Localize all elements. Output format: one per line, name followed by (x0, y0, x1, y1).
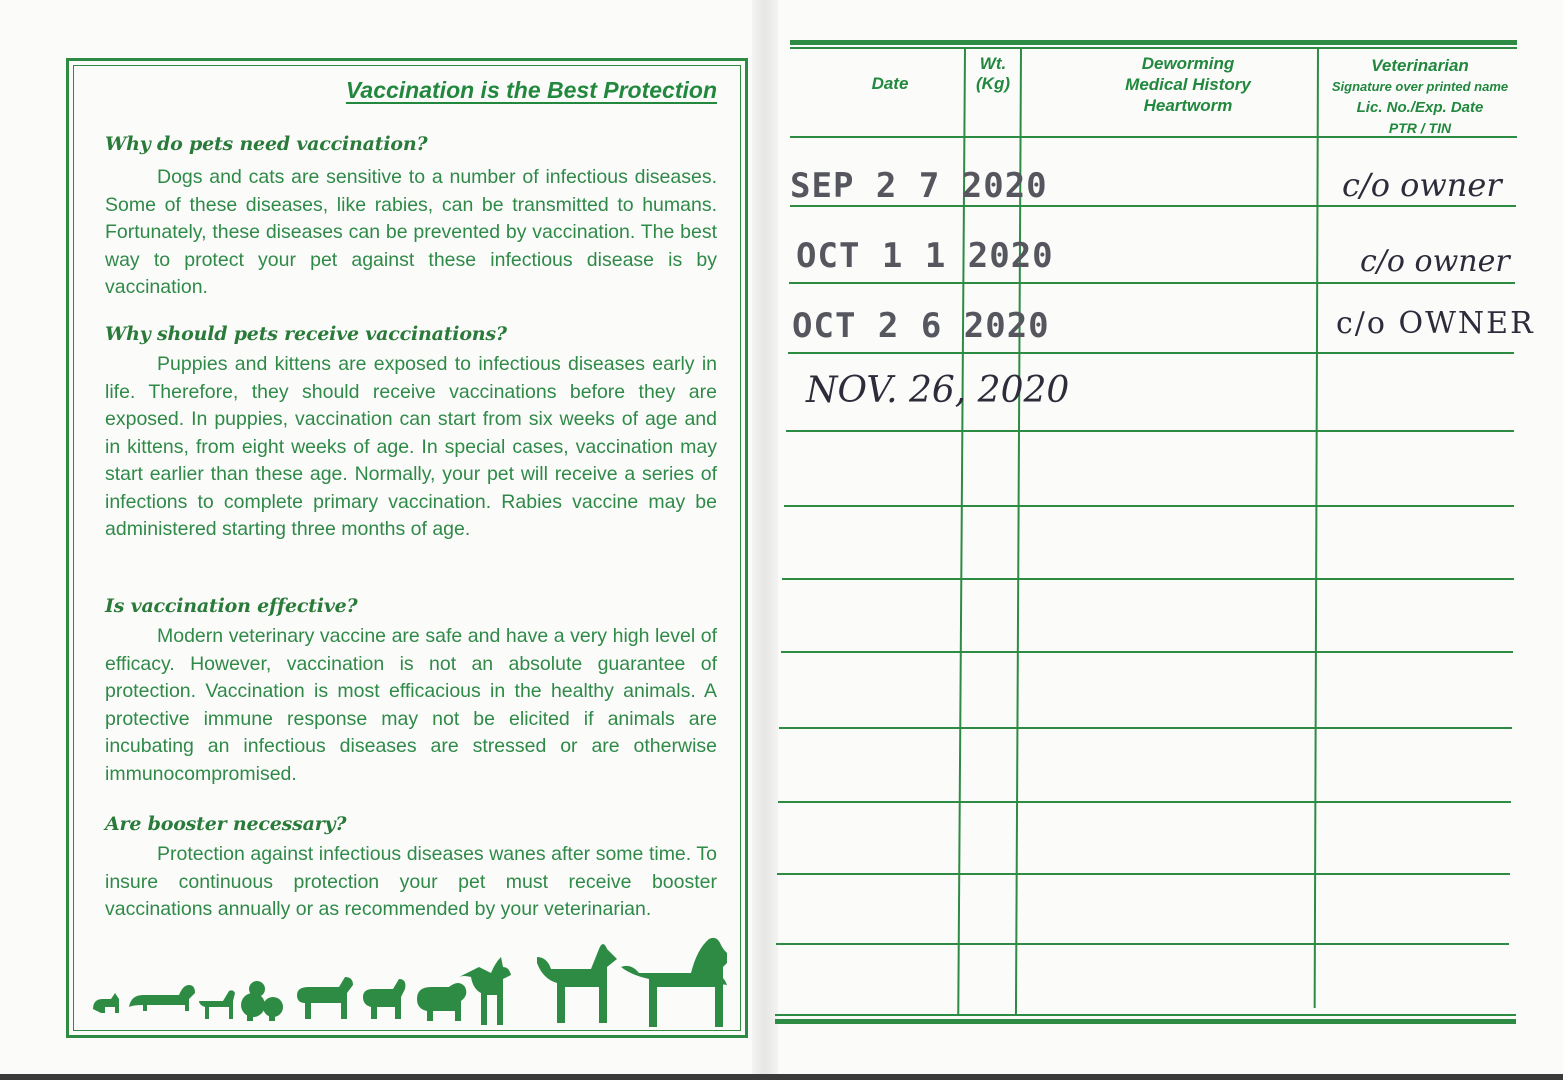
vet-header-line: Lic. No./Exp. Date (1356, 99, 1484, 116)
date-stamp: OCT 2 6 2020 (792, 306, 1050, 346)
weight-header-line: Wt. (979, 54, 1007, 73)
vet-signature: c/o owner (1360, 244, 1510, 279)
vet-header-line: PTR / TIN (1388, 120, 1452, 136)
row-rule (776, 943, 1509, 945)
medical-header-line: Heartworm (1143, 96, 1233, 115)
row-rule (789, 282, 1515, 284)
weight-header (966, 54, 1020, 94)
vet-signature: c/o OWNER (1336, 306, 1535, 341)
question-heading: Is vaccination effective? (105, 595, 358, 617)
page-title: Vaccination is the Best Protection (345, 77, 717, 103)
weight-header-line: (Kg) (976, 74, 1010, 93)
row-rule (788, 352, 1514, 354)
bottom-rule (775, 1019, 1516, 1024)
row-rule (784, 505, 1514, 507)
section-paragraph: Protection against infectious diseases wanes after some time. To insure continuous protection your pet must receive booster vaccinations annually or as recommended by your veterinarian. (105, 843, 717, 920)
scan-edge (0, 1074, 1563, 1080)
top-rule (790, 40, 1517, 45)
row-rule (781, 651, 1513, 653)
handwritten-date: NOV. 26, 2020 (806, 370, 1070, 411)
row-rule (786, 430, 1514, 432)
medical-header-line: Medical History (1125, 75, 1251, 94)
date-stamp: SEP 2 7 2020 (790, 166, 1048, 206)
bottom-rule (775, 1014, 1516, 1016)
question-heading: Why do pets need vaccination? (105, 133, 428, 155)
question-heading: Why should pets receive vaccinations? (105, 323, 507, 345)
vet-header-line: Signature over printed name (1331, 79, 1509, 94)
medical-header (1040, 53, 1336, 116)
column-rule (1314, 48, 1319, 1008)
section-paragraph: Puppies and kittens are exposed to infectious diseases early in life. Therefore, they should receive vaccinations before they are exposed. In puppies, vaccination can start from six weeks of age and in kittens, from eight weeks of age. In special cases, vaccination may start earlier than these age. Normally, your pet will receive a series of infections to complete primary vaccination. Rabies vaccine may be administered starting three months of age. (105, 353, 717, 540)
vet-signature: c/o owner (1342, 166, 1502, 204)
vet-header-line: Veterinarian (1371, 56, 1469, 75)
date-stamp: OCT 1 1 2020 (796, 236, 1054, 276)
top-rule (790, 47, 1517, 49)
row-rule (778, 801, 1511, 803)
row-rule (779, 727, 1512, 729)
medical-header-line: Deworming (1141, 54, 1235, 73)
veterinarian-header (1320, 55, 1520, 139)
section-paragraph: Dogs and cats are sensitive to a number of infectious diseases. Some of these diseases, like rabies, can be transmitted to humans. Fortunately, these diseases can be prevented by vaccination. The best way to protect your pet against these infectious disease is by vaccination. (105, 166, 717, 298)
date-header: Date (871, 74, 909, 93)
section-paragraph: Modern veterinary vaccine are safe and have a very high level of efficacy. However, vaccination is not an absolute guarantee of protection. Vaccination is most efficacious in the healthy animals. A protective immune response may not be elicited if animals are incubating an infectious diseases are stressed or are otherwise immunocompromised. (105, 625, 717, 785)
row-rule (782, 578, 1514, 580)
question-heading: Are booster necessary? (105, 813, 347, 835)
row-rule (777, 873, 1510, 875)
